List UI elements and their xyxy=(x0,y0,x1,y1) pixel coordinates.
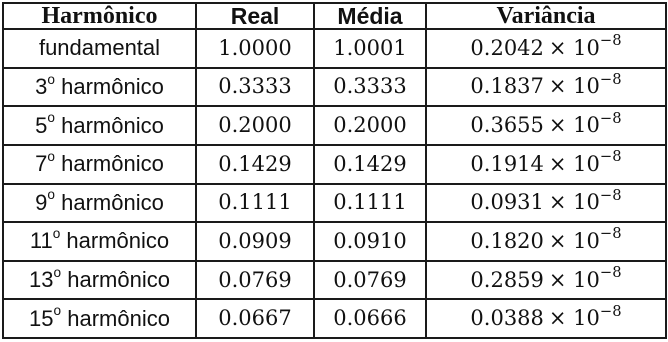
variance-mantissa: 0.0388 xyxy=(470,306,544,331)
cell-harmonico xyxy=(3,106,196,145)
table-row xyxy=(3,222,666,261)
table-row xyxy=(3,261,666,300)
cell-harmonico xyxy=(3,261,196,300)
table-row xyxy=(3,106,666,145)
harmonic-number: fundamental xyxy=(38,35,161,61)
cell-harmonico xyxy=(3,222,196,261)
header-row xyxy=(3,3,666,29)
variance-factor: × 10 xyxy=(548,228,600,253)
variance-exponent: −8 xyxy=(599,264,622,282)
cell-media: 0.1111 xyxy=(314,184,426,223)
harmonics-table xyxy=(2,2,667,339)
table-row xyxy=(3,184,666,223)
cell-real: 1.0000 xyxy=(196,29,314,68)
ordinal-indicator: o xyxy=(53,264,62,280)
cell-harmonico xyxy=(3,184,196,223)
cell-real: 0.2000 xyxy=(196,106,314,145)
harmonic-number: 5 xyxy=(35,112,48,138)
variance-mantissa: 0.1914 xyxy=(470,151,544,176)
cell-real: 0.0769 xyxy=(196,261,314,300)
cell-harmonico xyxy=(3,68,196,107)
harmonic-number: 7 xyxy=(35,151,48,177)
cell-harmonico xyxy=(3,145,196,184)
header-media: Média xyxy=(314,3,426,29)
harmonic-number: 13 xyxy=(29,267,54,293)
variance-mantissa: 0.3655 xyxy=(470,113,544,138)
variance-factor: × 10 xyxy=(548,306,600,331)
cell-media: 0.1429 xyxy=(314,145,426,184)
cell-media: 0.0769 xyxy=(314,261,426,300)
harmonic-suffix: harmônico xyxy=(61,305,170,331)
harmonic-number: 3 xyxy=(35,73,48,99)
cell-real: 0.1429 xyxy=(196,145,314,184)
table-row xyxy=(3,145,666,184)
cell-media: 0.3333 xyxy=(314,68,426,107)
cell-media: 0.0910 xyxy=(314,222,426,261)
variance-exponent: −8 xyxy=(599,225,622,243)
cell-variancia xyxy=(426,106,666,145)
variance-exponent: −8 xyxy=(599,186,622,204)
cell-harmonico xyxy=(3,299,196,338)
variance-exponent: −8 xyxy=(599,32,622,50)
cell-real: 0.0909 xyxy=(196,222,314,261)
cell-variancia xyxy=(426,299,666,338)
harmonic-suffix: harmônico xyxy=(54,112,164,138)
variance-mantissa: 0.1837 xyxy=(470,74,544,99)
variance-exponent: −8 xyxy=(599,302,622,320)
cell-variancia xyxy=(426,145,666,184)
variance-factor: × 10 xyxy=(548,74,600,99)
variance-exponent: −8 xyxy=(599,109,622,127)
variance-factor: × 10 xyxy=(548,190,600,215)
harmonic-suffix: harmônico xyxy=(54,189,164,215)
variance-mantissa: 0.0931 xyxy=(470,190,544,215)
cell-media: 0.2000 xyxy=(314,106,426,145)
harmonic-number: 9 xyxy=(35,189,48,215)
ordinal-indicator: o xyxy=(52,226,61,242)
ordinal-indicator: o xyxy=(53,303,62,319)
table-row xyxy=(3,29,666,68)
table-row xyxy=(3,68,666,107)
cell-variancia xyxy=(426,261,666,300)
cell-real: 0.1111 xyxy=(196,184,314,223)
cell-variancia xyxy=(426,29,666,68)
ordinal-indicator: o xyxy=(47,71,55,87)
ordinal-indicator: o xyxy=(47,110,55,126)
cell-media: 1.0001 xyxy=(314,29,426,68)
table-row xyxy=(3,299,666,338)
harmonic-suffix: harmônico xyxy=(54,73,164,99)
cell-variancia xyxy=(426,222,666,261)
cell-media: 0.0666 xyxy=(314,299,426,338)
variance-factor: × 10 xyxy=(548,35,600,60)
variance-factor: × 10 xyxy=(548,113,600,138)
harmonic-suffix: harmônico xyxy=(54,151,164,177)
header-real: Real xyxy=(196,3,314,29)
cell-real: 0.0667 xyxy=(196,299,314,338)
variance-exponent: −8 xyxy=(599,70,622,88)
cell-variancia xyxy=(426,184,666,223)
header-harmonico: Harmônico xyxy=(3,3,196,29)
header-variancia: Variância xyxy=(426,3,666,29)
harmonics-table-container xyxy=(2,2,665,339)
variance-factor: × 10 xyxy=(548,151,600,176)
cell-real: 0.3333 xyxy=(196,68,314,107)
harmonic-number: 15 xyxy=(29,305,54,331)
variance-mantissa: 0.2042 xyxy=(470,35,544,60)
harmonic-suffix: harmônico xyxy=(61,267,170,293)
variance-mantissa: 0.1820 xyxy=(470,228,544,253)
harmonic-suffix: harmônico xyxy=(60,228,170,254)
cell-harmonico xyxy=(3,29,196,68)
variance-mantissa: 0.2859 xyxy=(470,267,544,292)
variance-factor: × 10 xyxy=(548,267,600,292)
ordinal-indicator: o xyxy=(47,187,55,203)
cell-variancia xyxy=(426,68,666,107)
harmonic-number: 11 xyxy=(29,228,53,254)
variance-exponent: −8 xyxy=(599,148,622,166)
ordinal-indicator: o xyxy=(47,148,55,164)
